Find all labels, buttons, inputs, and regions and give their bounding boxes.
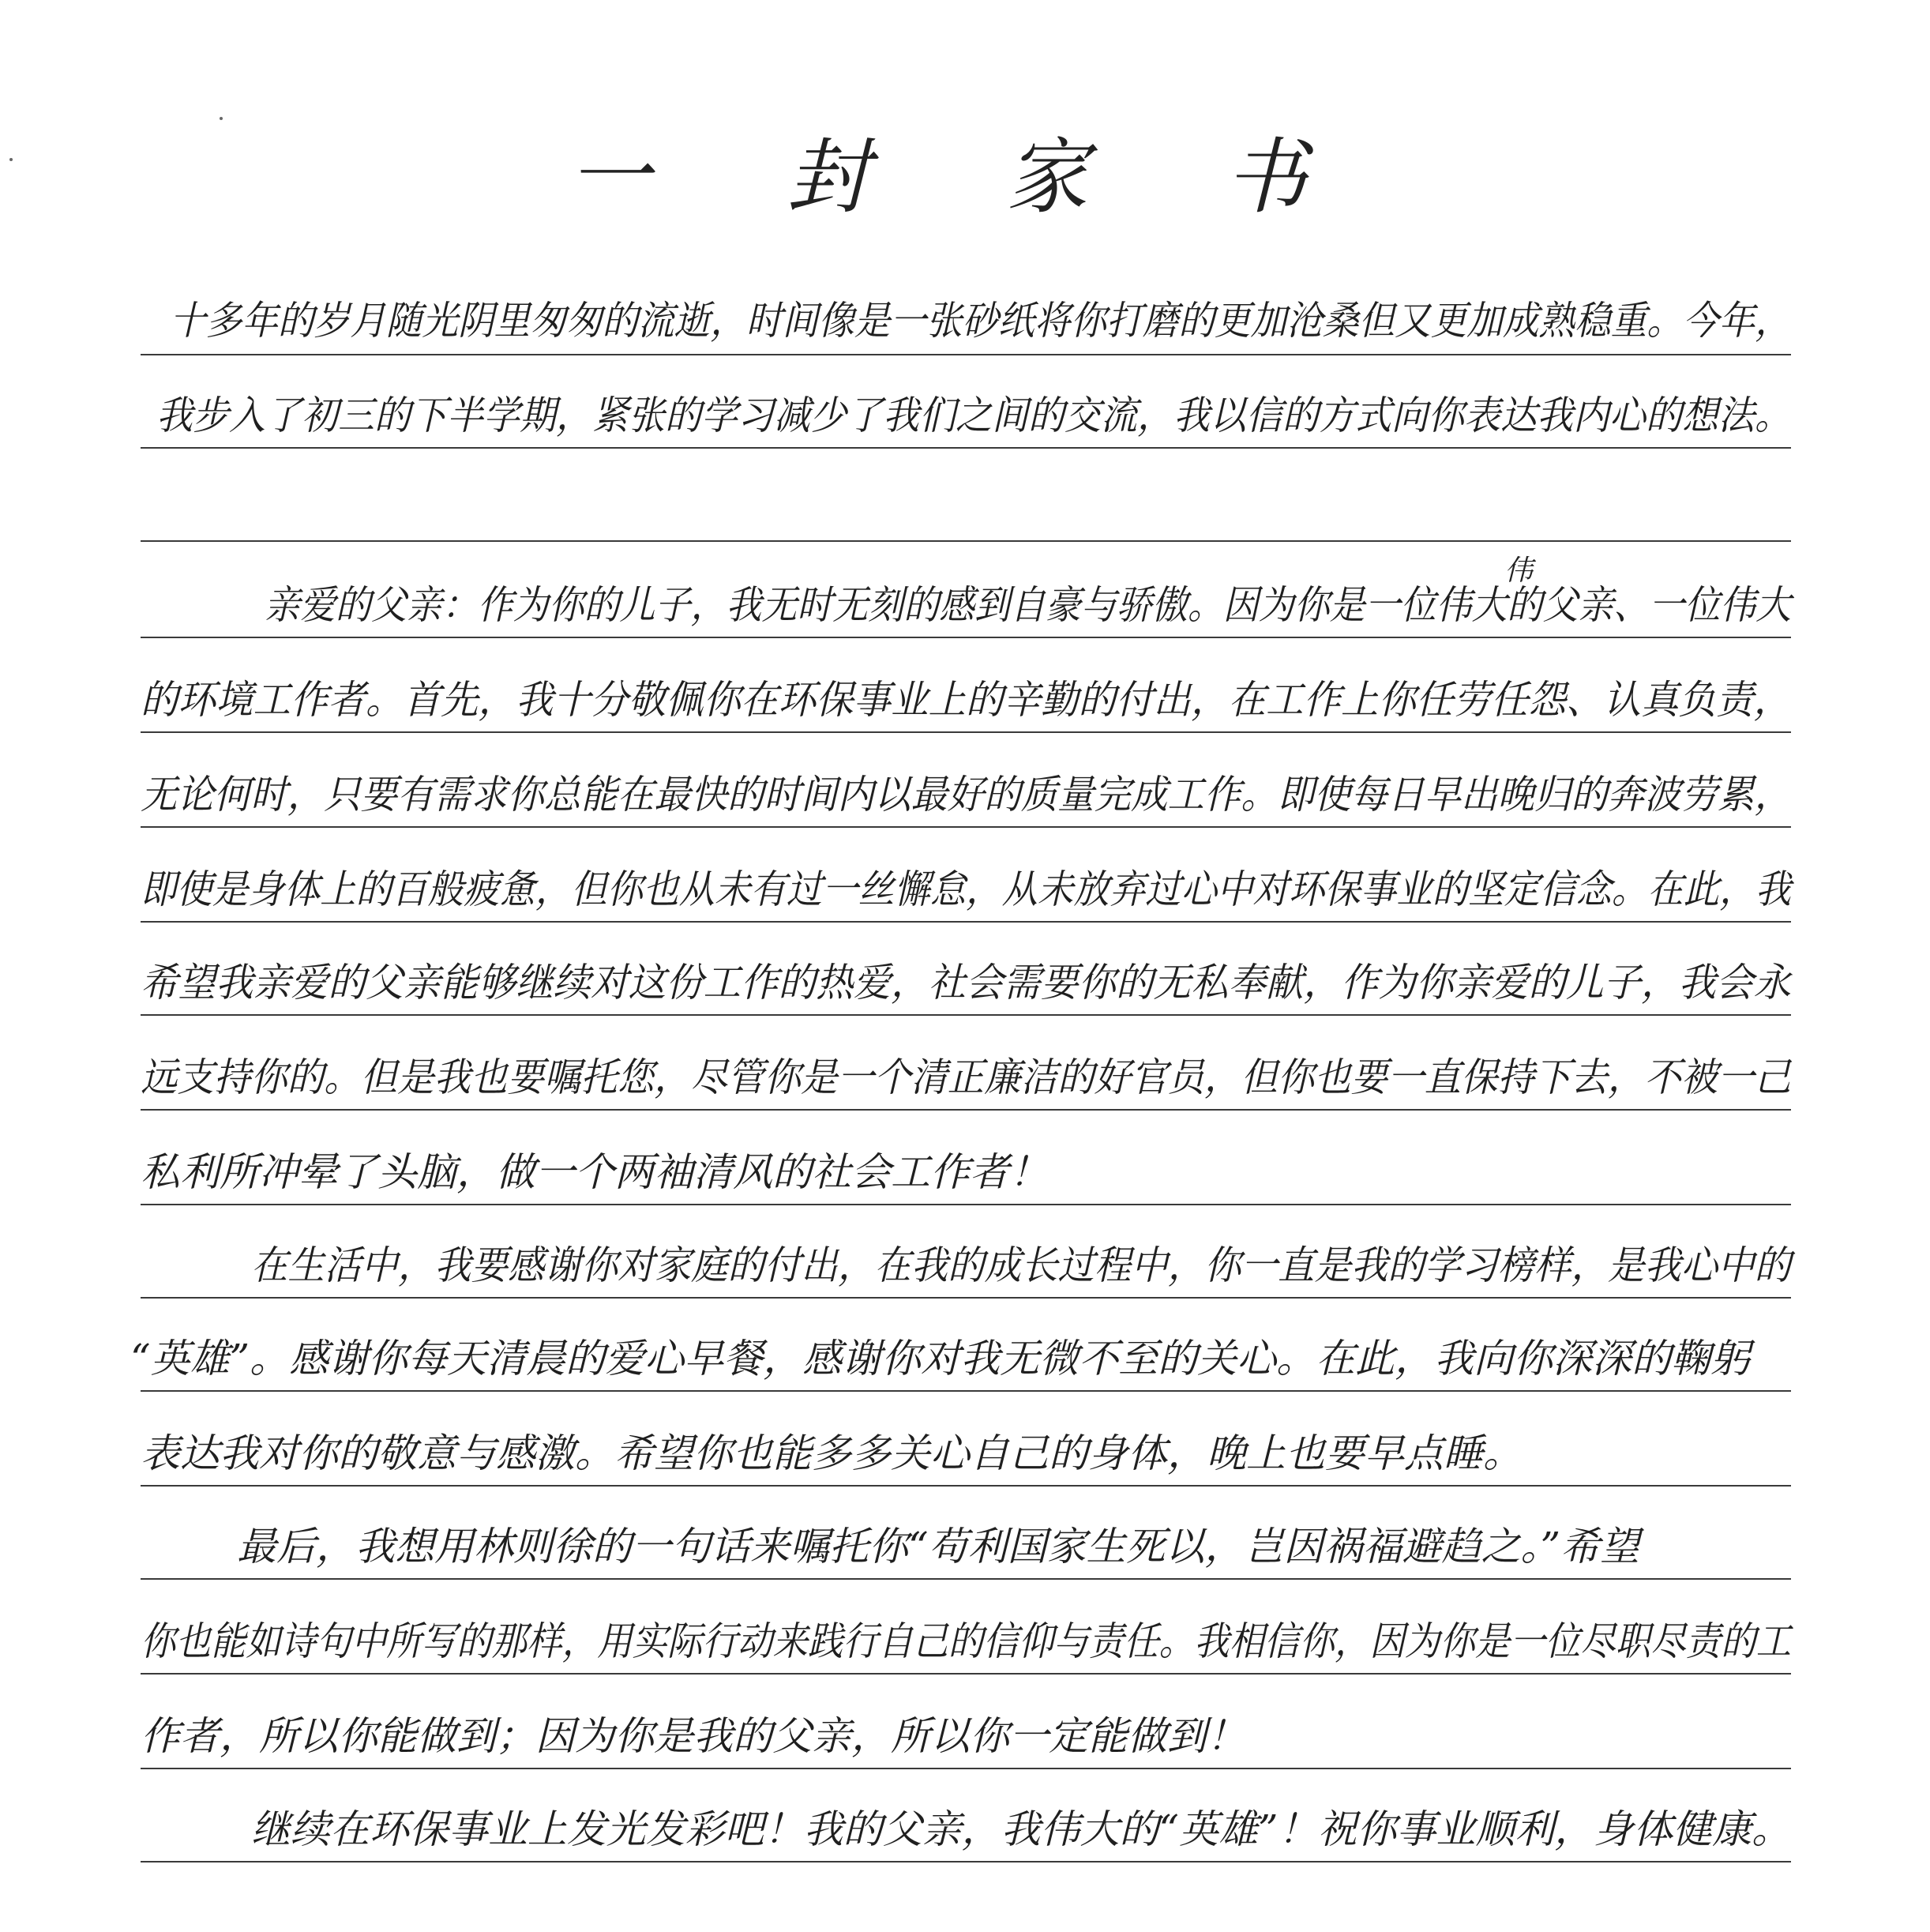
letter-line: 表达我对你的敬意与感激。希望你也能多多关心自己的身体，晚上也要早点睡。 [141, 1430, 1523, 1476]
letter-line: 在生活中，我要感谢你对家庭的付出，在我的成长过程中，你一直是我的学习榜样，是我心中的 [251, 1242, 1792, 1288]
ruled-line [141, 921, 1791, 923]
letter-title: 一 封 家 书 [568, 129, 1362, 225]
ruled-line [141, 1390, 1791, 1392]
letter-line: 远支持你的。但是我也要嘱托您，尽管你是一个清正廉洁的好官员，但你也要一直保持下去，不被一己 [141, 1054, 1792, 1100]
letter-line: 亲爱的父亲：作为你的儿子，我无时无刻的感到自豪与骄傲。因为你是一位伟大的父亲、一位伟大 [265, 582, 1792, 628]
ruled-line [141, 540, 1791, 542]
letter-line: “英雄”。感谢你每天清晨的爱心早餐，感谢你对我无微不至的关心。在此，我向你深深的鞠躬 [130, 1336, 1751, 1381]
ruled-line [141, 1673, 1791, 1675]
ruled-line [141, 447, 1791, 449]
ruled-line [141, 1768, 1791, 1769]
letter-line: 无论何时，只要有需求你总能在最快的时间内以最好的质量完成工作。即使每日早出晚归的奔波劳累， [141, 772, 1792, 818]
ruled-line [141, 1485, 1791, 1487]
letter-line: 私利所冲晕了头脑，做一个两袖清风的社会工作者！ [141, 1149, 1049, 1195]
ruled-line [141, 354, 1791, 355]
ruled-line [141, 1204, 1791, 1205]
letter-line: 十多年的岁月随光阴里匆匆的流逝，时间像是一张砂纸将你打磨的更加沧桑但又更加成熟稳重。今年， [170, 298, 1791, 344]
ruled-line [141, 1297, 1791, 1299]
ruled-line [141, 1109, 1791, 1111]
ruled-line [141, 826, 1791, 828]
inserted-character: 伟 [1504, 554, 1534, 587]
letter-line: 的环境工作者。首先，我十分敬佩你在环保事业上的辛勤的付出，在工作上你任劳任怨、认真负责， [141, 677, 1791, 723]
paper-speck [9, 158, 13, 161]
letter-line: 继续在环保事业上发光发彩吧！我的父亲，我伟大的“英雄”！祝你事业顺利，身体健康。 [251, 1806, 1792, 1852]
ruled-line [141, 1578, 1791, 1580]
letter-line: 我步入了初三的下半学期，紧张的学习减少了我们之间的交流，我以信的方式向你表达我内心的想法。 [156, 393, 1791, 438]
letter-line: 即使是身体上的百般疲惫，但你也从未有过一丝懈怠，从未放弃过心中对环保事业的坚定信念。在此，我 [141, 866, 1792, 912]
paper-speck [220, 117, 223, 120]
letter-line: 你也能如诗句中所写的那样，用实际行动来践行自己的信仰与责任。我相信你，因为你是一位尽职尽责的工 [141, 1618, 1792, 1664]
letter-line: 最后，我想用林则徐的一句话来嘱托你“苟利国家生死以，岂因祸福避趋之。”希望 [237, 1524, 1640, 1569]
letter-line: 希望我亲爱的父亲能够继续对这份工作的热爱，社会需要你的无私奉献，作为你亲爱的儿子，我会永 [141, 960, 1791, 1005]
ruled-line [141, 1014, 1791, 1016]
ruled-line [141, 1861, 1791, 1862]
ruled-line [141, 637, 1791, 638]
ruled-line [141, 731, 1791, 733]
letter-line: 作者，所以你能做到；因为你是我的父亲，所以你一定能做到！ [141, 1713, 1246, 1759]
